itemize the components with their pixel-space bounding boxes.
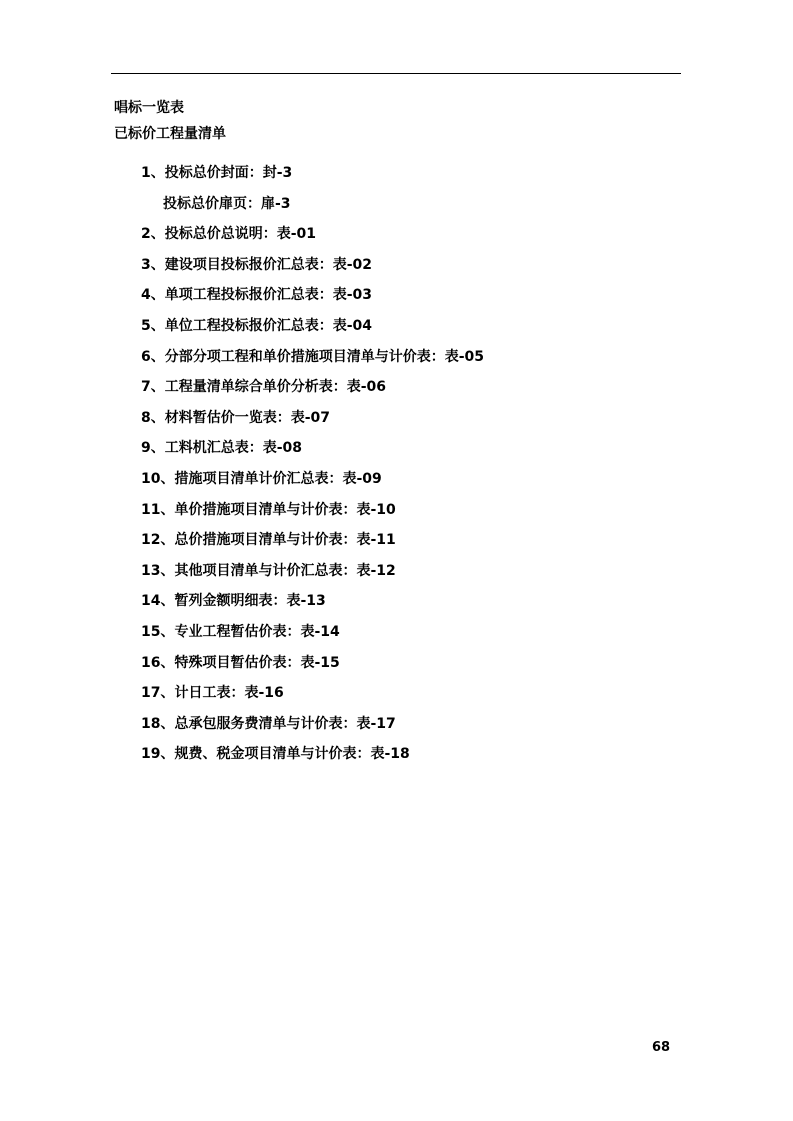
- toc-item: 15、专业工程暂估价表：表-14: [141, 623, 340, 640]
- toc-item: 投标总价扉页：扉-3: [163, 195, 291, 212]
- toc-item: 14、暂列金额明细表：表-13: [141, 593, 326, 610]
- toc-item: 12、总价措施项目清单与计价表：表-11: [141, 532, 396, 549]
- toc-item: 11、单价措施项目清单与计价表：表-10: [141, 501, 396, 518]
- page-number: 68: [652, 1040, 671, 1055]
- table-of-contents: [141, 163, 484, 775]
- toc-item: 6、分部分项工程和单价措施项目清单与计价表：表-05: [141, 348, 485, 365]
- toc-item: 7、工程量清单综合单价分析表：表-06: [141, 379, 387, 396]
- header-rule: [111, 73, 681, 74]
- toc-item: 5、单位工程投标报价汇总表：表-04: [141, 317, 373, 334]
- toc-item: 13、其他项目清单与计价汇总表：表-12: [141, 562, 396, 579]
- section-heading: 已标价工程量清单: [114, 126, 226, 142]
- toc-item: 4、单项工程投标报价汇总表：表-03: [141, 287, 373, 304]
- toc-item: 8、材料暂估价一览表：表-07: [141, 409, 331, 426]
- toc-item: 10、措施项目清单计价汇总表：表-09: [141, 470, 382, 487]
- toc-item: 17、计日工表：表-16: [141, 685, 284, 702]
- toc-item: 19、规费、税金项目清单与计价表：表-18: [141, 746, 410, 763]
- toc-item: 16、特殊项目暂估价表：表-15: [141, 654, 340, 671]
- toc-item: 18、总承包服务费清单与计价表：表-17: [141, 715, 396, 732]
- toc-item: 3、建设项目投标报价汇总表：表-02: [141, 256, 373, 273]
- toc-item: 9、工料机汇总表：表-08: [141, 440, 303, 457]
- document-heading: 唱标一览表: [114, 100, 184, 116]
- toc-item: 2、投标总价总说明：表-01: [141, 226, 317, 243]
- toc-item: 1、投标总价封面：封-3: [141, 165, 293, 181]
